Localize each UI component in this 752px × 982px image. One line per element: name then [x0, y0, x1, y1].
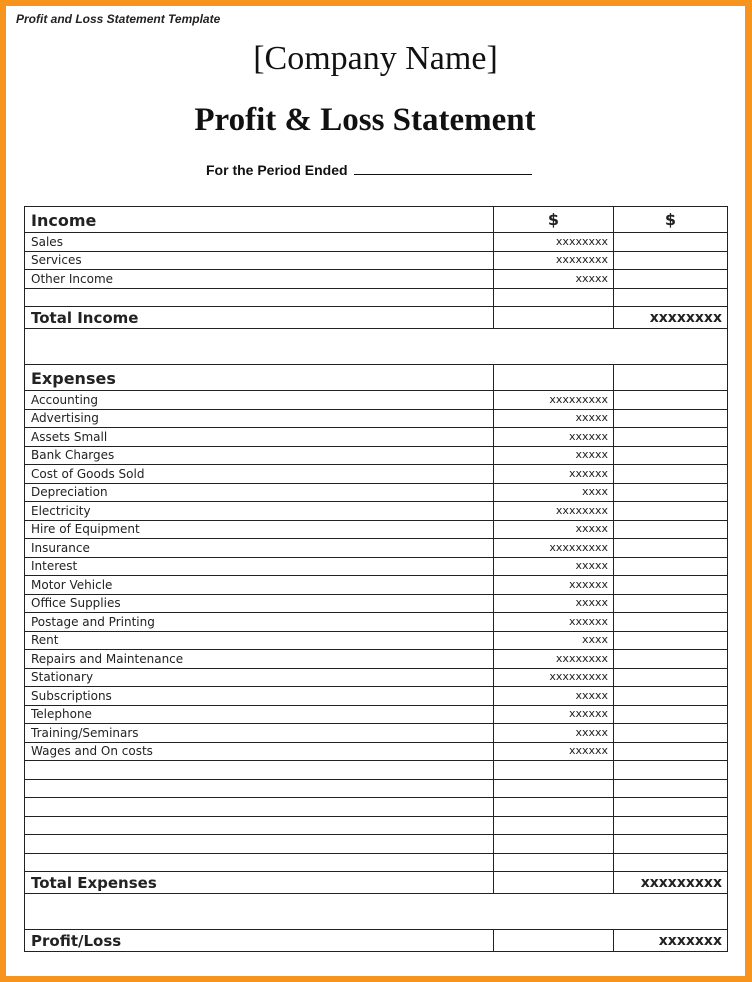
line-item-label: Depreciation — [25, 483, 494, 502]
document-title: Profit and Loss Statement Template — [16, 12, 221, 26]
expense-row — [25, 465, 728, 484]
expense-row — [25, 576, 728, 595]
empty-cell — [614, 631, 728, 650]
empty-cell — [614, 409, 728, 428]
line-item-label: Subscriptions — [25, 687, 494, 706]
income-row — [25, 251, 728, 270]
empty-cell — [25, 816, 494, 835]
profit-loss-label: Profit/Loss — [25, 930, 494, 952]
currency-col-1: $ — [494, 207, 614, 233]
expense-row — [25, 409, 728, 428]
empty-cell — [494, 365, 614, 391]
line-item-amount: xxxxx — [494, 446, 614, 465]
total-income-label: Total Income — [25, 307, 494, 329]
income-header-row — [25, 207, 728, 233]
line-item-label: Postage and Printing — [25, 613, 494, 632]
blank-row — [25, 816, 728, 835]
empty-cell — [614, 428, 728, 447]
period-label: For the Period Ended — [206, 162, 348, 178]
empty-cell — [614, 724, 728, 743]
empty-cell — [614, 270, 728, 289]
company-name: [Company Name] — [253, 40, 498, 77]
expense-row — [25, 687, 728, 706]
empty-cell — [614, 761, 728, 780]
empty-cell — [614, 668, 728, 687]
expense-row — [25, 613, 728, 632]
line-item-amount: xxxxxx — [494, 742, 614, 761]
empty-cell — [25, 835, 494, 854]
blank-row — [25, 853, 728, 872]
line-item-label: Motor Vehicle — [25, 576, 494, 595]
expense-row — [25, 391, 728, 410]
empty-cell — [25, 779, 494, 798]
expense-row — [25, 724, 728, 743]
line-item-label: Wages and On costs — [25, 742, 494, 761]
total-expenses-row — [25, 872, 728, 894]
empty-cell — [614, 288, 728, 307]
expense-row — [25, 557, 728, 576]
expenses-heading: Expenses — [25, 365, 494, 391]
expenses-header-row — [25, 365, 728, 391]
income-heading: Income — [25, 207, 494, 233]
line-item-amount: xxxx — [494, 631, 614, 650]
profit-loss-row — [25, 930, 728, 952]
profit-loss-value: xxxxxxx — [614, 930, 728, 952]
expense-row — [25, 650, 728, 669]
expense-row — [25, 631, 728, 650]
line-item-label: Stationary — [25, 668, 494, 687]
line-item-amount: xxxxx — [494, 724, 614, 743]
line-item-label: Telephone — [25, 705, 494, 724]
empty-cell — [494, 779, 614, 798]
line-item-amount: xxxxxx — [494, 705, 614, 724]
statement-title: Profit & Loss Statement — [194, 102, 536, 138]
expense-row — [25, 742, 728, 761]
empty-cell — [614, 483, 728, 502]
line-item-label: Bank Charges — [25, 446, 494, 465]
line-item-amount: xxxxx — [494, 409, 614, 428]
line-item-label: Interest — [25, 557, 494, 576]
expense-row — [25, 483, 728, 502]
empty-cell — [614, 576, 728, 595]
empty-cell — [25, 853, 494, 872]
blank-row — [25, 761, 728, 780]
line-item-label: Rent — [25, 631, 494, 650]
line-item-label: Office Supplies — [25, 594, 494, 613]
line-item-label: Cost of Goods Sold — [25, 465, 494, 484]
document-page — [6, 6, 745, 976]
line-item-label: Assets Small — [25, 428, 494, 447]
empty-cell — [614, 391, 728, 410]
expense-row — [25, 520, 728, 539]
expense-row — [25, 446, 728, 465]
blank-row — [25, 798, 728, 817]
empty-cell — [614, 502, 728, 521]
empty-cell — [614, 705, 728, 724]
empty-cell — [614, 594, 728, 613]
pl-table — [24, 206, 728, 952]
blank-row — [25, 288, 728, 307]
line-item-label: Training/Seminars — [25, 724, 494, 743]
empty-cell — [614, 798, 728, 817]
empty-cell — [25, 798, 494, 817]
total-income-value: xxxxxxxx — [614, 307, 728, 329]
spacer-row — [25, 894, 728, 930]
empty-cell — [614, 539, 728, 558]
line-item-label: Sales — [25, 233, 494, 252]
line-item-label: Other Income — [25, 270, 494, 289]
empty-cell — [494, 835, 614, 854]
line-item-amount: xxxxxxxx — [494, 251, 614, 270]
empty-cell — [494, 288, 614, 307]
spacer-cell — [25, 894, 728, 930]
line-item-amount: xxxxxx — [494, 465, 614, 484]
income-row — [25, 233, 728, 252]
empty-cell — [494, 816, 614, 835]
empty-cell — [614, 650, 728, 669]
line-item-label: Repairs and Maintenance — [25, 650, 494, 669]
empty-cell — [614, 251, 728, 270]
period-blank — [354, 160, 532, 175]
empty-cell — [25, 288, 494, 307]
line-item-amount: xxxxx — [494, 557, 614, 576]
spacer-cell — [25, 329, 728, 365]
empty-cell — [494, 930, 614, 952]
line-item-amount: xxxxxxxxx — [494, 668, 614, 687]
empty-cell — [614, 557, 728, 576]
expense-row — [25, 502, 728, 521]
empty-cell — [614, 816, 728, 835]
empty-cell — [614, 365, 728, 391]
empty-cell — [614, 613, 728, 632]
line-item-amount: xxxxxx — [494, 428, 614, 447]
line-item-amount: xxxxx — [494, 594, 614, 613]
line-item-label: Advertising — [25, 409, 494, 428]
empty-cell — [494, 761, 614, 780]
expense-row — [25, 705, 728, 724]
spacer-row — [25, 329, 728, 365]
empty-cell — [614, 687, 728, 706]
line-item-amount: xxxxxxxx — [494, 650, 614, 669]
period-line — [206, 160, 532, 178]
empty-cell — [614, 853, 728, 872]
total-expenses-value: xxxxxxxxx — [614, 872, 728, 894]
line-item-label: Insurance — [25, 539, 494, 558]
line-item-amount: xxxxxxxx — [494, 502, 614, 521]
line-item-label: Services — [25, 251, 494, 270]
line-item-amount: xxxx — [494, 483, 614, 502]
empty-cell — [614, 233, 728, 252]
income-row — [25, 270, 728, 289]
expense-row — [25, 428, 728, 447]
line-item-label: Hire of Equipment — [25, 520, 494, 539]
line-item-label: Accounting — [25, 391, 494, 410]
blank-row — [25, 835, 728, 854]
empty-cell — [494, 872, 614, 894]
line-item-amount: xxxxx — [494, 520, 614, 539]
empty-cell — [494, 307, 614, 329]
line-item-amount: xxxxx — [494, 687, 614, 706]
expense-row — [25, 668, 728, 687]
line-item-amount: xxxxxx — [494, 613, 614, 632]
empty-cell — [614, 742, 728, 761]
total-expenses-label: Total Expenses — [25, 872, 494, 894]
currency-col-2: $ — [614, 207, 728, 233]
empty-cell — [25, 761, 494, 780]
blank-row — [25, 779, 728, 798]
line-item-amount: xxxxxxxxx — [494, 391, 614, 410]
empty-cell — [614, 465, 728, 484]
empty-cell — [614, 520, 728, 539]
expense-row — [25, 539, 728, 558]
line-item-amount: xxxxxxxxx — [494, 539, 614, 558]
empty-cell — [614, 446, 728, 465]
empty-cell — [494, 798, 614, 817]
empty-cell — [494, 853, 614, 872]
total-income-row — [25, 307, 728, 329]
empty-cell — [614, 779, 728, 798]
expense-row — [25, 594, 728, 613]
line-item-label: Electricity — [25, 502, 494, 521]
line-item-amount: xxxxx — [494, 270, 614, 289]
line-item-amount: xxxxxx — [494, 576, 614, 595]
line-item-amount: xxxxxxxx — [494, 233, 614, 252]
empty-cell — [614, 835, 728, 854]
